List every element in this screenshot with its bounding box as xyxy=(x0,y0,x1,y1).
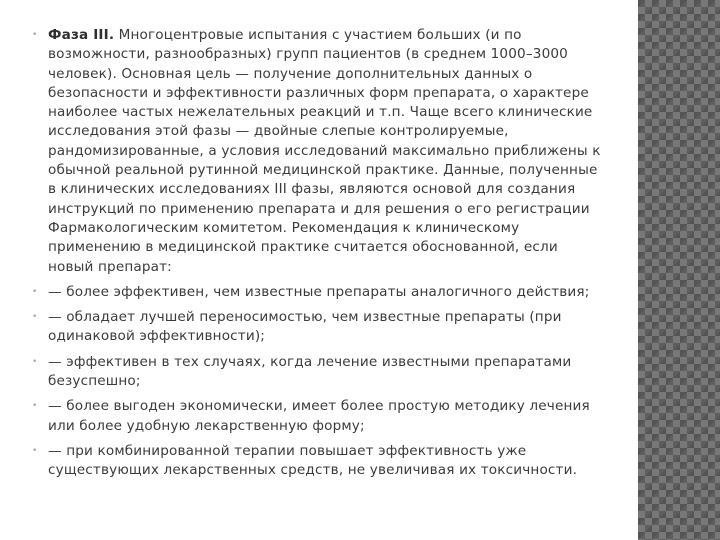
bullet-icon: • xyxy=(32,356,38,367)
phase-description: Многоцентровые испытания с участием больших (и по возможности, разнообразных) групп пациентов (в среднем 1000–3000 человек). Основная цель — получение дополнительных данных о безопасности и эффективности различных форм препарата, о характере наиболее частых нежелательных реакций и т.п. Чаще всего клинические исследования этой фазы — двойные слепые контролируемые, рандомизированные, а условия исследований максимально приближены к обычной реальной рутинной медицинской практике. Данные, полученные в клинических исследованиях III фазы, являются основой для создания инструкций по применению препарата и для решения о его регистрации Фармакологическим комитетом. Рекомендация к клиническому применению в медицинской практике считается обоснованной, если новый препарат: xyxy=(48,27,601,275)
bullet-icon: • xyxy=(32,30,38,40)
bullet-icon: • xyxy=(32,312,38,323)
bullet-item-phase-3 xyxy=(30,26,606,277)
bullet-icon: • xyxy=(32,401,38,412)
bullet-list xyxy=(30,26,606,481)
criterion-text: — при комбинированной терапии повышает эффективность уже существующих лекарственных средств, не увеличивая их токсичности. xyxy=(48,442,578,479)
bullet-item-better-tolerability xyxy=(30,308,606,347)
slide-content xyxy=(30,26,606,487)
criterion-text: — эффективен в тех случаях, когда лечение известными препаратами безуспешно; xyxy=(48,353,572,390)
criterion-text: — более выгоден экономически, имеет более простую методику лечения или более удобную лекарственную форму; xyxy=(48,398,590,434)
bullet-item-combination-therapy xyxy=(30,442,606,481)
phase-heading: Фаза III. xyxy=(48,27,115,43)
decorative-side-panel xyxy=(638,0,720,540)
criterion-text: — более эффективен, чем известные препараты аналогичного действия; xyxy=(48,283,590,300)
bullet-icon: • xyxy=(32,286,38,297)
bullet-item-economic xyxy=(30,397,606,436)
bullet-icon: • xyxy=(32,445,38,456)
bullet-item-effective-when-others-fail xyxy=(30,353,606,392)
bullet-item-more-effective xyxy=(30,283,606,302)
criterion-text: — обладает лучшей переносимостью, чем известные препараты (при одинаковой эффективности); xyxy=(48,309,562,345)
